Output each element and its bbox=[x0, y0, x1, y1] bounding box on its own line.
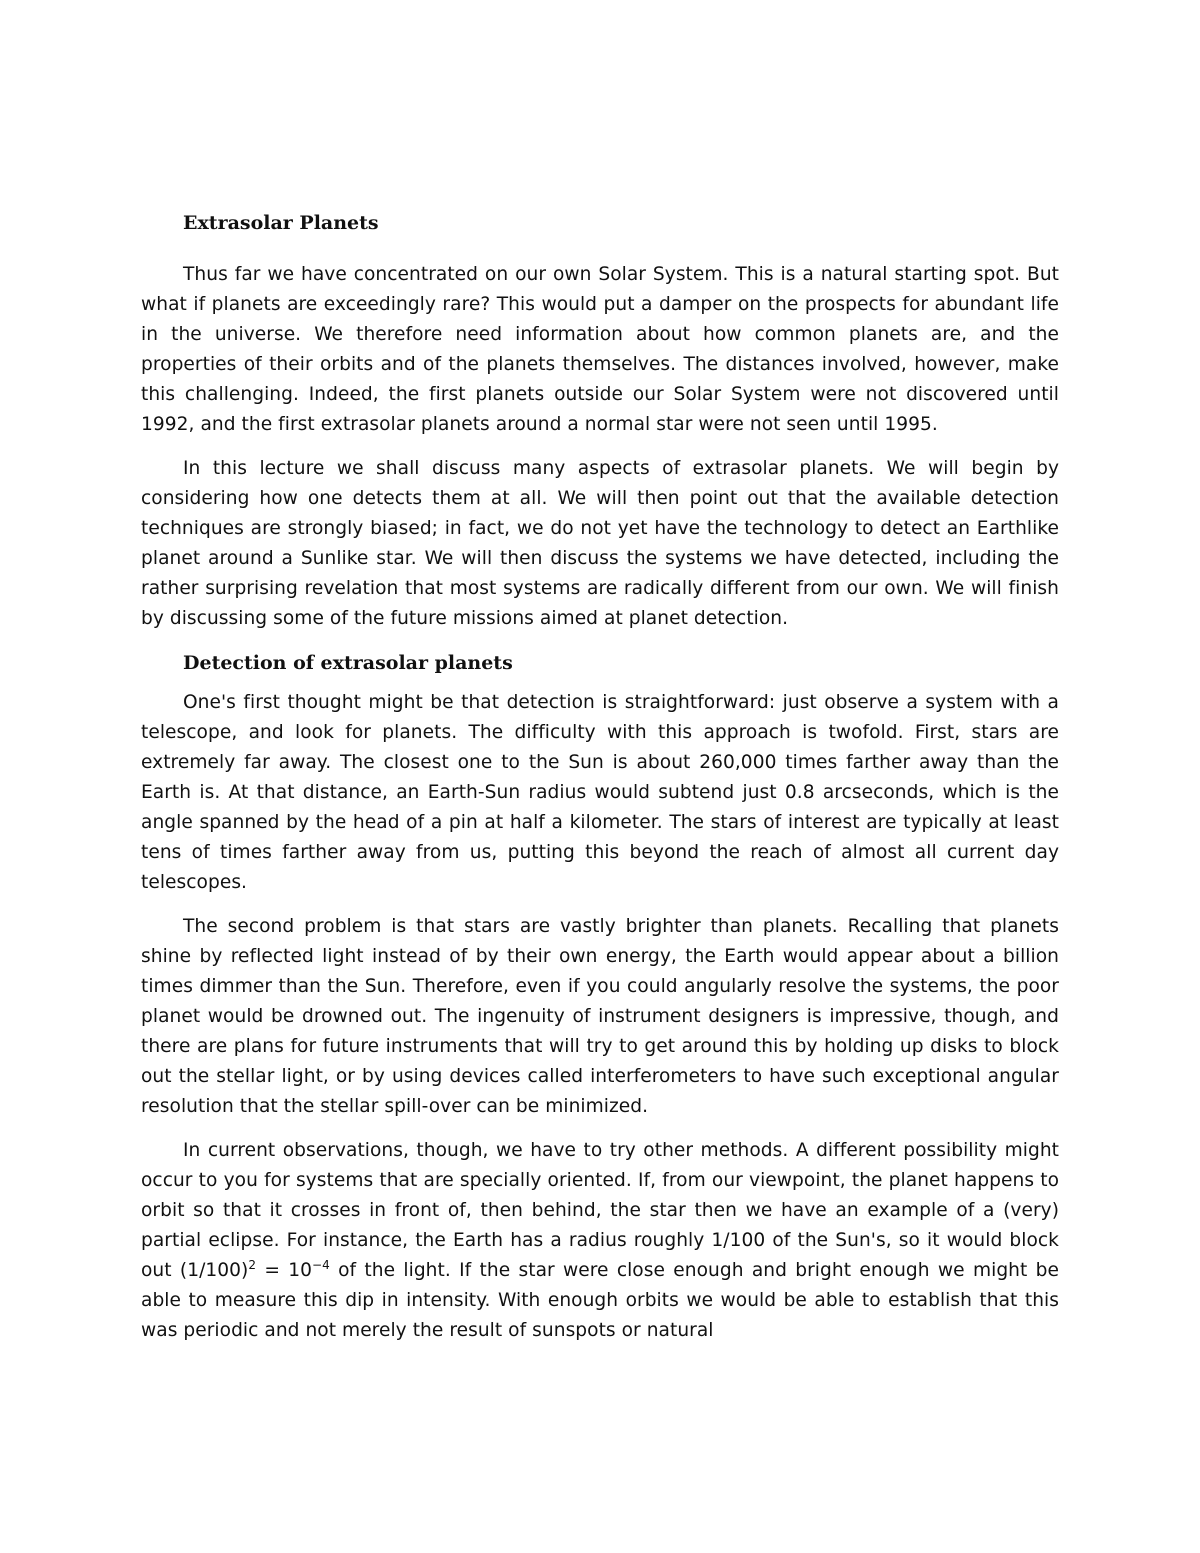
detection-paragraph-3 bbox=[141, 1136, 1059, 1346]
detection-paragraph-3-text-c: of the light. If the star were close enough and bright enough we might be able to measure this dip in intensity. With enough orbits we would be able to establish that this was periodic and not merely the result of sunspots or natural bbox=[141, 1260, 1059, 1341]
exponent-minus-four: −4 bbox=[312, 1258, 330, 1272]
document-page bbox=[141, 208, 1059, 1360]
detection-paragraph-2: The second problem is that stars are vastly brighter than planets. Recalling that planets shine by reflected light instead of by their own energy, the Earth would appear about a billion times dimmer than the Sun. Therefore, even if you could angularly resolve the systems, the poor planet would be drowned out. The ingenuity of instrument designers is impressive, though, and there are plans for future instruments that will try to get around this by holding up disks to block out the stellar light, or by using devices called interferometers to have such exceptional angular resolution that the stellar spill-over can be minimized. bbox=[141, 916, 1059, 1117]
section-title: Extrasolar Planets bbox=[183, 212, 379, 234]
intro-paragraph-1: Thus far we have concentrated on our own Solar System. This is a natural starting spot. But what if planets are exceedingly rare? This would put a damper on the prospects for abundant life in the universe. We therefore need information about how common planets are, and the properties of their orbits and of the planets themselves. The distances involved, however, make this challenging. Indeed, the first planets outside our Solar System were not discovered until 1992, and the first extrasolar planets around a normal star were not seen until 1995. bbox=[141, 264, 1059, 435]
detection-paragraph-3-text-b: = 10 bbox=[256, 1260, 313, 1281]
exponent-squared: 2 bbox=[248, 1258, 257, 1272]
intro-paragraph-2: In this lecture we shall discuss many aspects of extrasolar planets. We will begin by considering how one detects them at all. We will then point out that the available detection techniques are strongly biased; in fact, we do not yet have the technology to detect an Earthlike planet around a Sunlike star. We will then discuss the systems we have detected, including the rather surprising revelation that most systems are radically different from our own. We will finish by discussing some of the future missions aimed at planet detection. bbox=[141, 458, 1059, 629]
detection-paragraph-1: One's first thought might be that detection is straightforward: just observe a system with a telescope, and look for planets. The difficulty with this approach is twofold. First, stars are extremely far away. The closest one to the Sun is about 260,000 times farther away than the Earth is. At that distance, an Earth-Sun radius would subtend just 0.8 arcseconds, which is the angle spanned by the head of a pin at half a kilometer. The stars of interest are typically at least tens of times farther away from us, putting this beyond the reach of almost all current day telescopes. bbox=[141, 692, 1059, 893]
detection-paragraph-3-text-a: In current observations, though, we have to try other methods. A different possibility might occur to you for systems that are specially oriented. If, from our viewpoint, the planet happens to orbit so that it crosses in front of, then behind, the star then we have an example of a (very) partial eclipse. For instance, the Earth has a radius roughly 1/100 of the Sun's, so it would block out (1/100) bbox=[141, 1140, 1059, 1281]
subsection-title: Detection of extrasolar planets bbox=[183, 652, 513, 674]
